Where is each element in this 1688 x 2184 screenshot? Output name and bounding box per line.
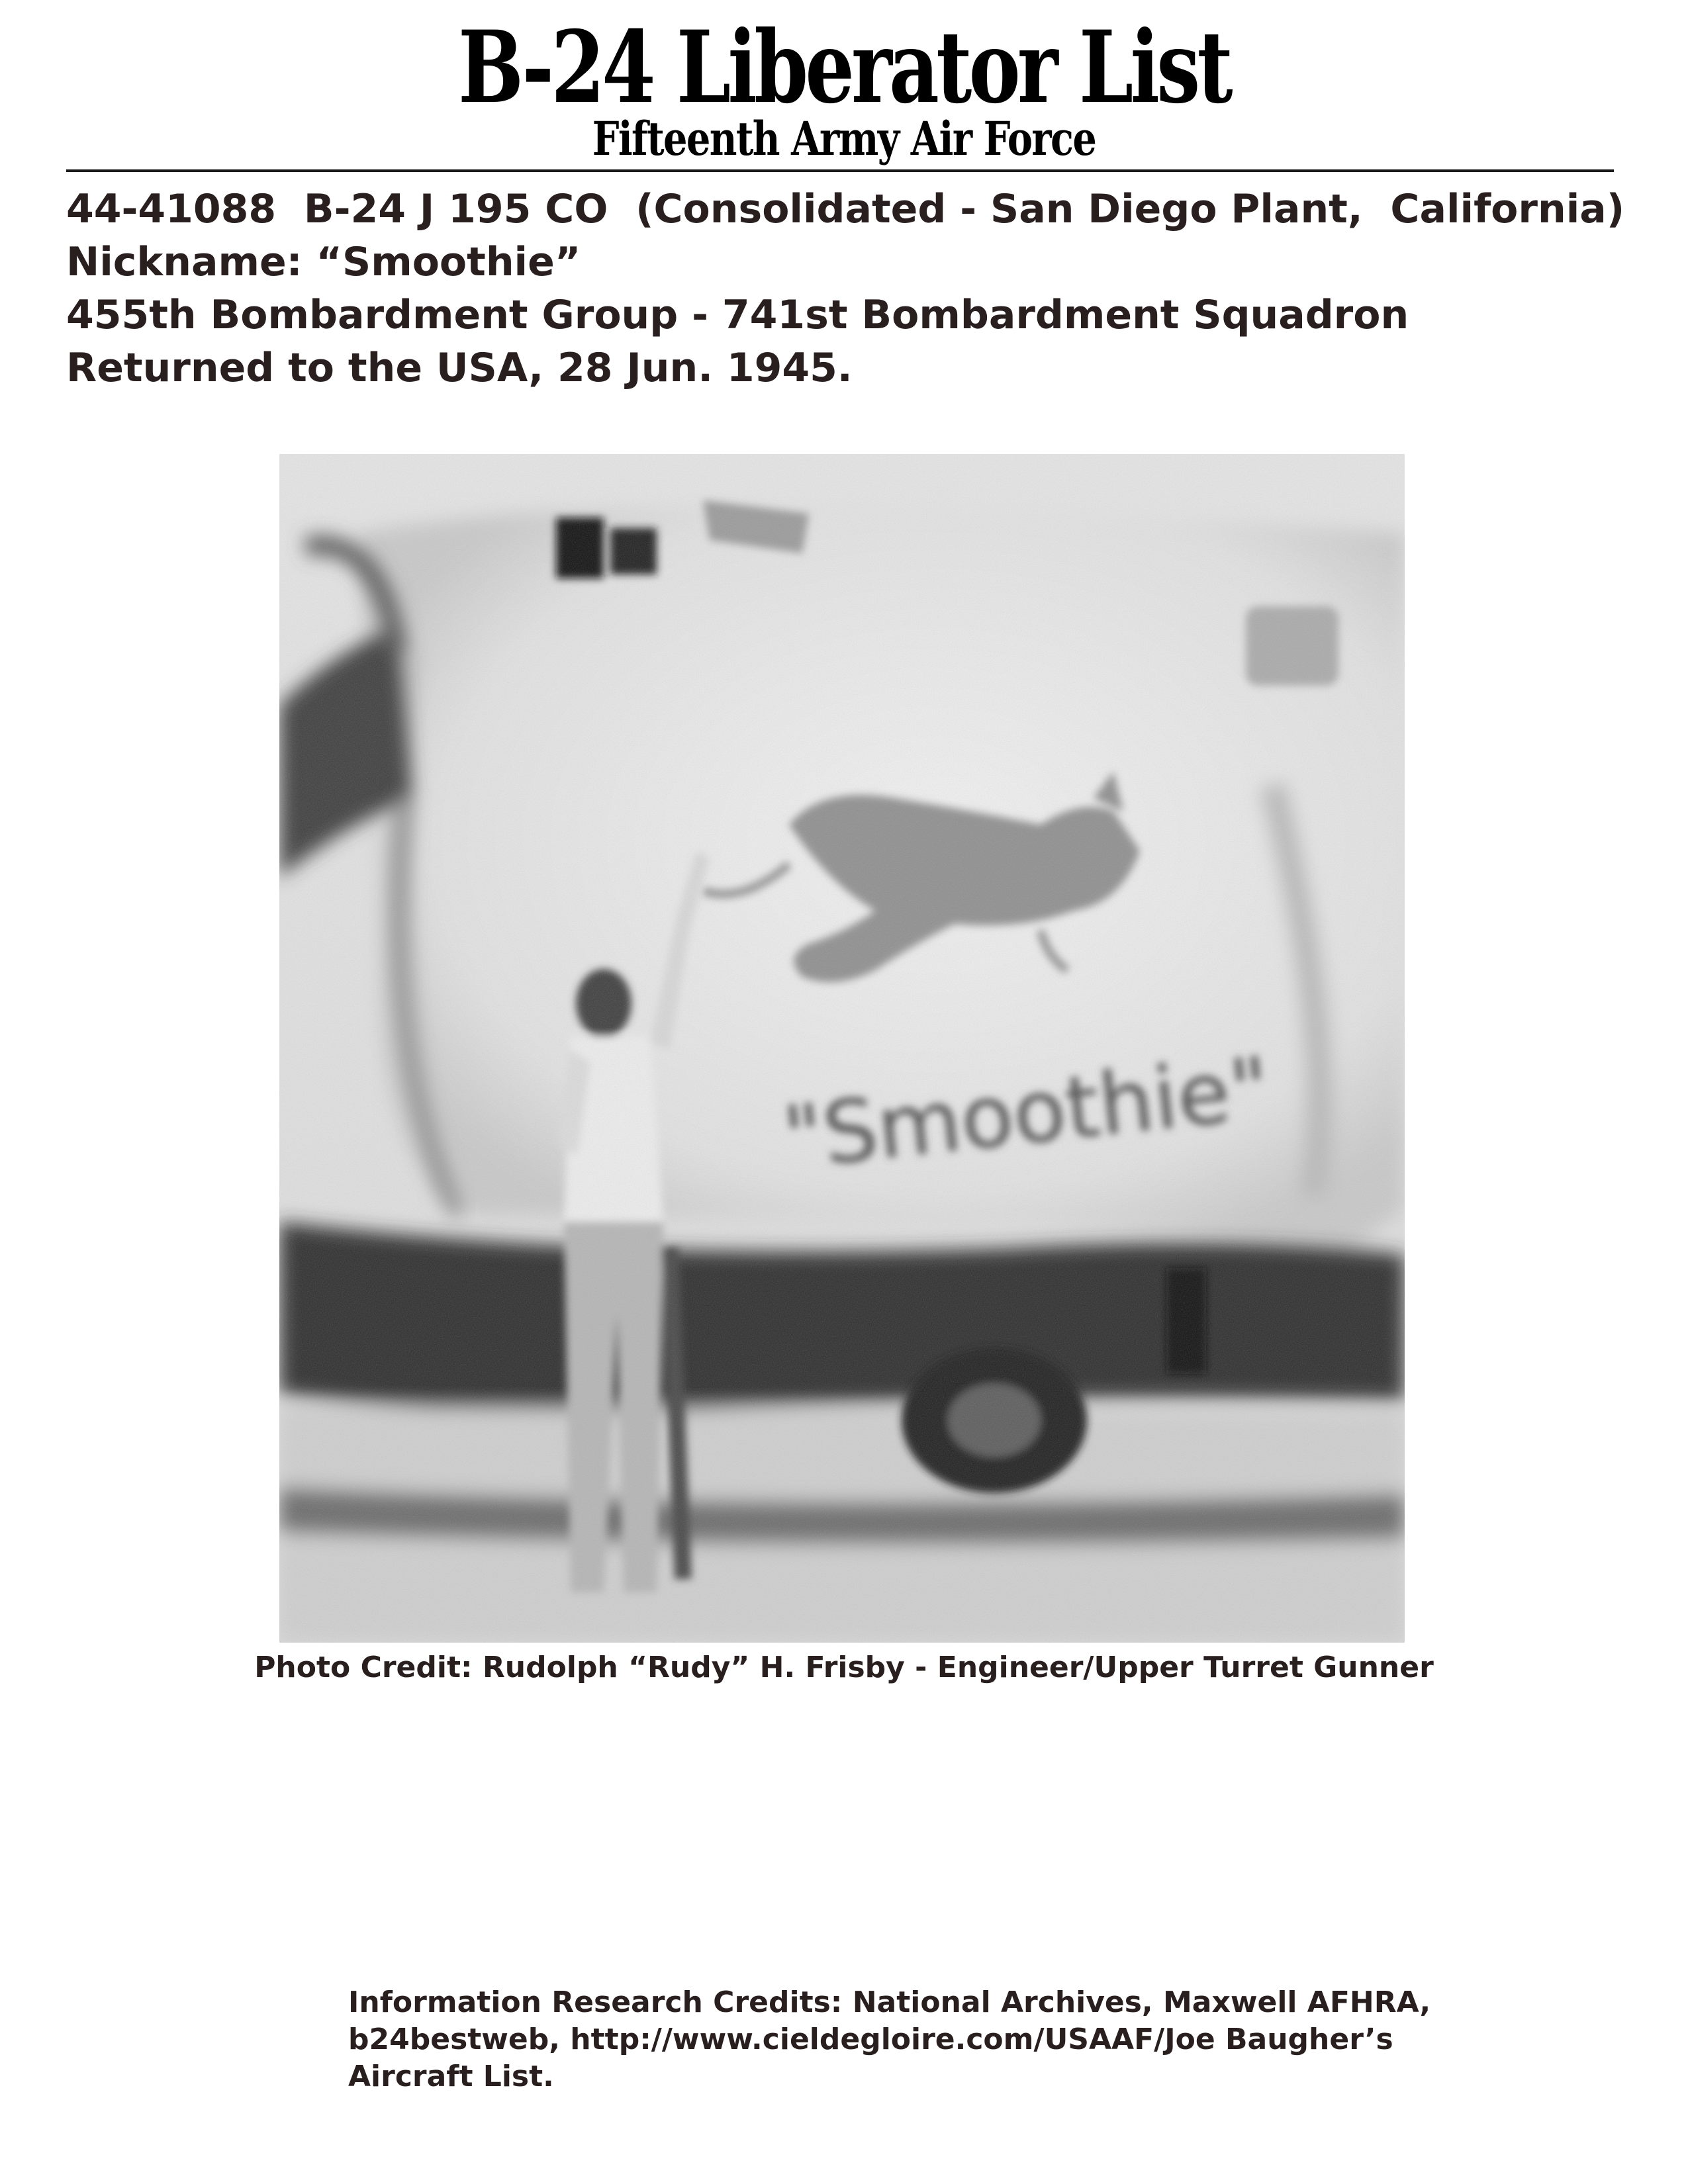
research-credits-line-2: b24bestweb, http://www.cieldegloire.com/USAAF/Joe Baugher’s — [348, 2023, 1393, 2056]
serial-and-model: 44-41088 B-24 J 195 CO (Consolidated - San Diego Plant, California) — [66, 186, 1625, 232]
nickname: Nickname: “Smoothie” — [66, 239, 581, 285]
photo-credit: Photo Credit: Rudolph “Rudy” H. Frisby - Engineer/Upper Turret Gunner — [254, 1651, 1434, 1684]
unit-assignment: 455th Bombardment Group - 741st Bombardment Squadron — [66, 292, 1409, 338]
aircraft-photo — [279, 454, 1405, 1643]
aircraft-info — [66, 183, 1642, 394]
fate: Returned to the USA, 28 Jun. 1945. — [66, 345, 853, 391]
page-title: B-24 Liberator List — [458, 9, 1230, 126]
page-subtitle: Fifteenth Army Air Force — [592, 111, 1096, 166]
title-divider — [66, 169, 1614, 172]
research-credits — [348, 1984, 1447, 2095]
research-credits-line-3: Aircraft List. — [348, 2060, 554, 2093]
film-grain — [279, 454, 1405, 1643]
photo-illustration — [279, 454, 1405, 1643]
research-credits-line-1: Information Research Credits: National Archives, Maxwell AFHRA, — [348, 1985, 1431, 2019]
